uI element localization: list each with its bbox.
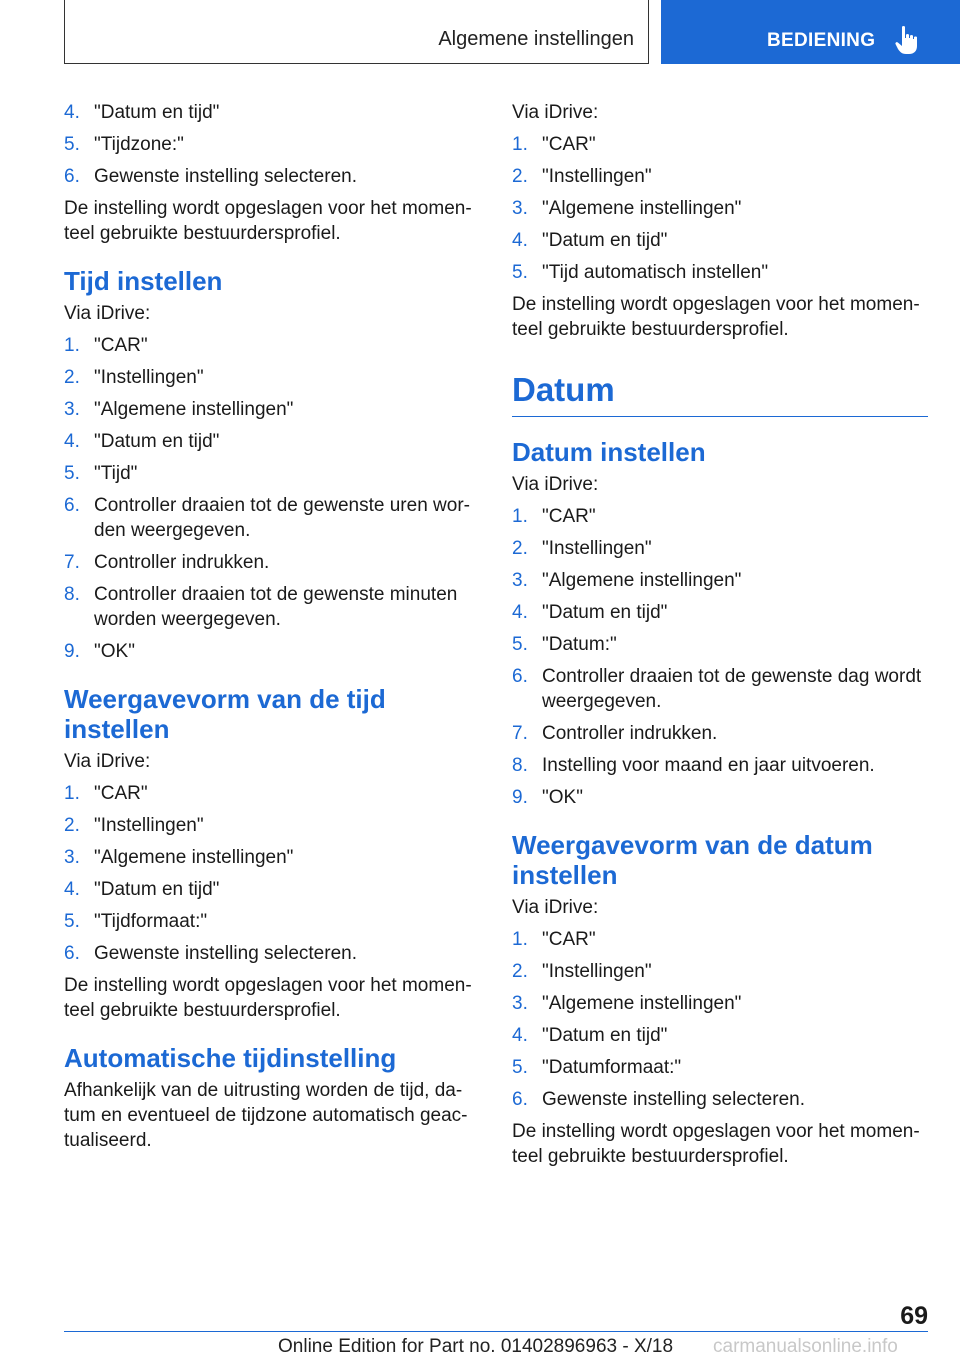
list-item [512,196,928,221]
heading-datum-instellen: Datum instellen [512,437,706,467]
automatisch-note: De instelling wordt opgeslagen voor het momen-teel gebruikte bestuurdersprofiel. [512,294,920,340]
list-item-text: "Tijd" [94,463,138,484]
header-chapter-label: BEDIENING [767,30,876,51]
list-item [64,550,482,575]
list-item-number: 5. [64,134,80,155]
list-item-text: "OK" [542,787,583,808]
list-item-number: 9. [512,787,528,808]
list-item-text: Controller draaien tot de gewenste minuten worden weergegeven. [94,584,458,630]
header-chapter-tab[interactable] [661,0,960,64]
list-item [64,493,482,543]
list-item-text: Gewenste instelling selecteren. [542,1089,805,1110]
list-item [64,639,482,664]
list-item [64,877,482,902]
list-item-number: 2. [64,815,80,836]
list-item-number: 6. [512,1089,528,1110]
left-column [64,100,482,1160]
list-item-text: "CAR" [94,783,148,804]
footer-edition: Online Edition for Part no. 01402896963 - X/18 [278,1336,674,1357]
header-section-title: Algemene instellingen [438,28,634,50]
watermark: carmanualsonline.info [713,1336,898,1357]
list-item-text: "Instellingen" [542,166,652,187]
list-item-number: 4. [512,1025,528,1046]
intro-note: De instelling wordt opgeslagen voor het momen-teel gebruikte bestuurdersprofiel. [64,198,472,244]
list-item [512,632,928,657]
list-item-number: 2. [64,367,80,388]
list-item-number: 1. [512,929,528,950]
list-item-text: "Tijdformaat:" [94,911,208,932]
list-item-text: "Datum en tijd" [94,879,220,900]
via-idrive-label: Via iDrive: [512,474,599,495]
via-idrive-label: Via iDrive: [512,897,599,918]
list-item-text: Controller draaien tot de gewenste uren wor-den weergegeven. [94,495,470,541]
list-item-text: "CAR" [542,929,596,950]
list-item-number: 4. [512,230,528,251]
list-item-number: 5. [512,634,528,655]
list-item-number: 3. [64,399,80,420]
list-item-text: "Algemene instellingen" [542,993,742,1014]
automatisch-steps [512,132,928,285]
list-item-text: "Tijd automatisch instellen" [542,262,769,283]
list-item-number: 6. [64,166,80,187]
list-item [512,959,928,984]
list-item-text: "Algemene instellingen" [94,847,294,868]
list-item-number: 2. [512,166,528,187]
list-item-number: 4. [512,602,528,623]
list-item [512,504,928,529]
list-item [512,664,928,714]
list-item [64,365,482,390]
list-item-number: 1. [64,335,80,356]
list-item-number: 4. [64,102,80,123]
list-item [512,600,928,625]
list-item [64,429,482,454]
list-item-text: "Instellingen" [542,538,652,559]
via-idrive-label: Via iDrive: [64,751,151,772]
heading-weergavevorm-tijd: Weergavevorm van de tijd instellen [64,684,386,744]
list-item [64,132,482,157]
list-item-text: "CAR" [542,134,596,155]
list-item-number: 1. [512,506,528,527]
list-item [512,1055,928,1080]
heading-tijd-instellen: Tijd instellen [64,266,223,296]
list-item-number: 9. [64,641,80,662]
tijd-instellen-steps [64,333,482,664]
list-item-number: 4. [64,879,80,900]
list-item-text: "Datum en tijd" [94,102,220,123]
heading-datum: Datum [512,370,928,417]
list-item-text: Gewenste instelling selecteren. [94,943,357,964]
list-item [64,845,482,870]
list-item-text: "Instellingen" [94,815,204,836]
list-item-number: 5. [64,911,80,932]
list-item-text: Gewenste instelling selecteren. [94,166,357,187]
list-item-number: 3. [512,570,528,591]
list-item-number: 2. [512,538,528,559]
list-item [512,228,928,253]
list-item-number: 1. [64,783,80,804]
list-item-text: "Algemene instellingen" [94,399,294,420]
list-item-number: 8. [512,755,528,776]
list-item-text: "Tijdzone:" [94,134,184,155]
footer-divider [64,1331,928,1332]
list-item-text: "CAR" [94,335,148,356]
list-item-text: "Datumformaat:" [542,1057,682,1078]
list-item [512,568,928,593]
list-item-number: 2. [512,961,528,982]
heading-weergavevorm-datum: Weergavevorm van de datum instellen [512,830,873,890]
weergavevorm-tijd-steps [64,781,482,966]
list-item [64,909,482,934]
list-item-number: 7. [512,723,528,744]
list-item-text: "OK" [94,641,135,662]
datum-instellen-steps [512,504,928,810]
weergavevorm-tijd-note: De instelling wordt opgeslagen voor het momen-teel gebruikte bestuurdersprofiel. [64,975,472,1021]
automatische-tijdinstelling-text: Afhankelijk van de uitrusting worden de tijd, da-tum en eventueel de tijdzone automatisch geac-tualiseerd. [64,1080,468,1151]
list-item [512,536,928,561]
list-item-text: "Datum en tijd" [94,431,220,452]
list-item [64,164,482,189]
weergavevorm-datum-steps [512,927,928,1112]
list-item-text: Controller indrukken. [542,723,718,744]
list-item-text: "Algemene instellingen" [542,570,742,591]
page-number: 69 [900,1302,928,1330]
list-item [64,461,482,486]
list-item-number: 3. [512,198,528,219]
list-item-number: 4. [64,431,80,452]
list-item-number: 8. [64,584,80,605]
list-item [512,132,928,157]
list-item [512,1023,928,1048]
via-idrive-label: Via iDrive: [512,102,599,123]
list-item [512,927,928,952]
list-item-text: "Datum:" [542,634,617,655]
list-item-text: "Datum en tijd" [542,1025,668,1046]
list-item [512,260,928,285]
list-item-text: "Instellingen" [542,961,652,982]
list-item-number: 5. [512,1057,528,1078]
weergavevorm-datum-note: De instelling wordt opgeslagen voor het momen-teel gebruikte bestuurdersprofiel. [512,1121,920,1167]
list-item [64,781,482,806]
list-item-text: Controller draaien tot de gewenste dag wordt weergegeven. [542,666,922,712]
list-item [512,753,928,778]
list-item-text: "Datum en tijd" [542,602,668,623]
list-item-text: Controller indrukken. [94,552,270,573]
right-column [512,100,928,1176]
list-item [512,785,928,810]
list-item-text: "CAR" [542,506,596,527]
list-item [64,100,482,125]
heading-automatische-tijdinstelling: Automatische tijdinstelling [64,1043,397,1073]
list-item-number: 6. [64,943,80,964]
list-item [512,1087,928,1112]
list-item-text: Instelling voor maand en jaar uitvoeren. [542,755,875,776]
intro-step-list [64,100,482,189]
list-item-number: 3. [512,993,528,1014]
list-item-number: 6. [512,666,528,687]
list-item-number: 7. [64,552,80,573]
list-item [64,813,482,838]
via-idrive-label: Via iDrive: [64,303,151,324]
list-item-number: 5. [512,262,528,283]
list-item-number: 1. [512,134,528,155]
list-item [64,941,482,966]
list-item-number: 3. [64,847,80,868]
list-item [512,991,928,1016]
header-section-box [64,0,649,64]
pointing-hand-icon [895,25,921,55]
list-item [512,721,928,746]
list-item-number: 6. [64,495,80,516]
list-item-number: 5. [64,463,80,484]
list-item [64,397,482,422]
list-item [512,164,928,189]
list-item-text: "Datum en tijd" [542,230,668,251]
list-item-text: "Algemene instellingen" [542,198,742,219]
list-item [64,333,482,358]
list-item-text: "Instellingen" [94,367,204,388]
list-item [64,582,482,632]
